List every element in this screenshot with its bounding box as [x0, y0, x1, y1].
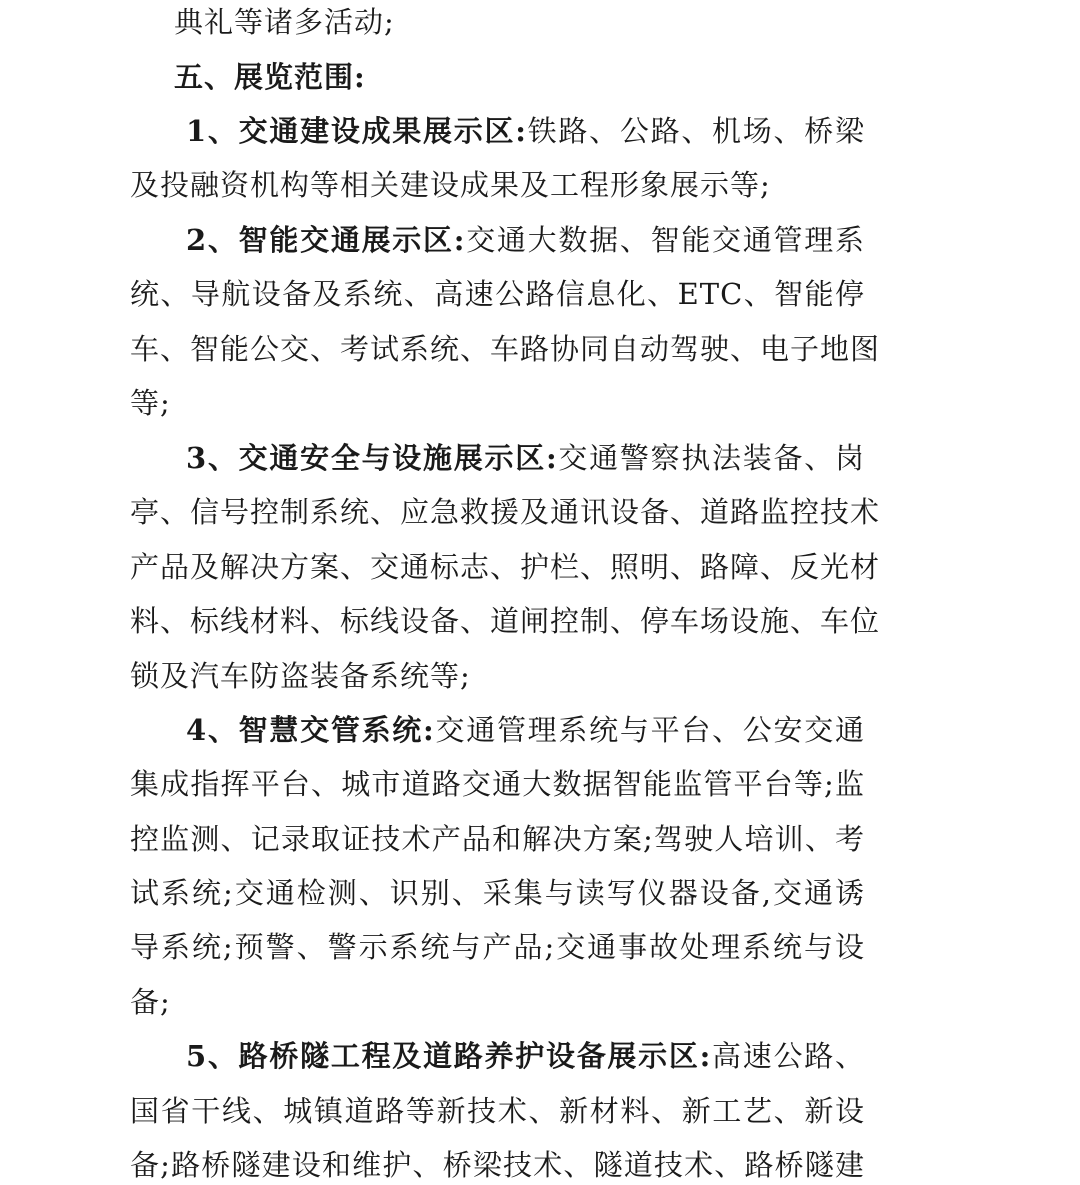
item-4-title: 4、智慧交管系统:: [186, 713, 435, 747]
item-3-line-4: 料、标线材料、标线设备、道闸控制、停车场设施、车位: [130, 604, 881, 638]
item-3-text: 交通警察执法装备、岗: [557, 441, 865, 475]
item-4-line-3: 控监测、记录取证技术产品和解决方案;驾驶人培训、考: [130, 822, 865, 856]
item-5-line-2: 国省干线、城镇道路等新技术、新材料、新工艺、新设: [130, 1094, 865, 1128]
item-2-line-4: 等;: [130, 386, 171, 420]
section-heading: 五、展览范围:: [174, 60, 366, 94]
item-4-line-2: 集成指挥平台、城市道路交通大数据智能监管平台等;监: [130, 767, 865, 801]
item-2-line-2: 统、导航设备及系统、高速公路信息化、ETC、智能停: [130, 277, 865, 311]
item-1-title: 1、交通建设成果展示区:: [186, 114, 527, 148]
item-2-title: 2、智能交通展示区:: [186, 223, 466, 257]
item-5-line-1: [186, 1036, 865, 1076]
item-3-line-1: [186, 438, 865, 478]
item-3-line-5: 锁及汽车防盗装备系统等;: [130, 659, 471, 693]
item-1-line-2: 及投融资机构等相关建设成果及工程形象展示等;: [130, 168, 771, 202]
item-4-line-5: 导系统;预警、警示系统与产品;交通事故处理系统与设: [130, 930, 865, 964]
item-3-line-2: 亭、信号控制系统、应急救援及通讯设备、道路监控技术: [130, 495, 881, 529]
item-5-line-3: 备;路桥隧建设和维护、桥梁技术、隧道技术、路桥隧建: [130, 1148, 865, 1182]
intro-tail-line: 典礼等诸多活动;: [174, 5, 395, 39]
item-5-text: 高速公路、: [711, 1039, 865, 1073]
item-1-line-1: [186, 111, 865, 151]
item-1-text: 铁路、公路、机场、桥梁: [526, 114, 865, 148]
item-4-line-1: [186, 710, 865, 750]
item-2-line-1: [186, 220, 865, 260]
item-2-text: 交通大数据、智能交通管理系: [465, 223, 865, 257]
item-3-line-3: 产品及解决方案、交通标志、护栏、照明、路障、反光材: [130, 550, 881, 584]
item-2-line-3: 车、智能公交、考试系统、车路协同自动驾驶、电子地图: [130, 332, 881, 366]
item-4-line-4: 试系统;交通检测、识别、采集与读写仪器设备,交通诱: [130, 876, 865, 910]
item-4-text: 交通管理系统与平台、公安交通: [434, 713, 865, 747]
item-3-title: 3、交通安全与设施展示区:: [186, 441, 558, 475]
item-4-line-6: 备;: [130, 985, 171, 1019]
item-5-title: 5、路桥隧工程及道路养护设备展示区:: [186, 1039, 712, 1073]
